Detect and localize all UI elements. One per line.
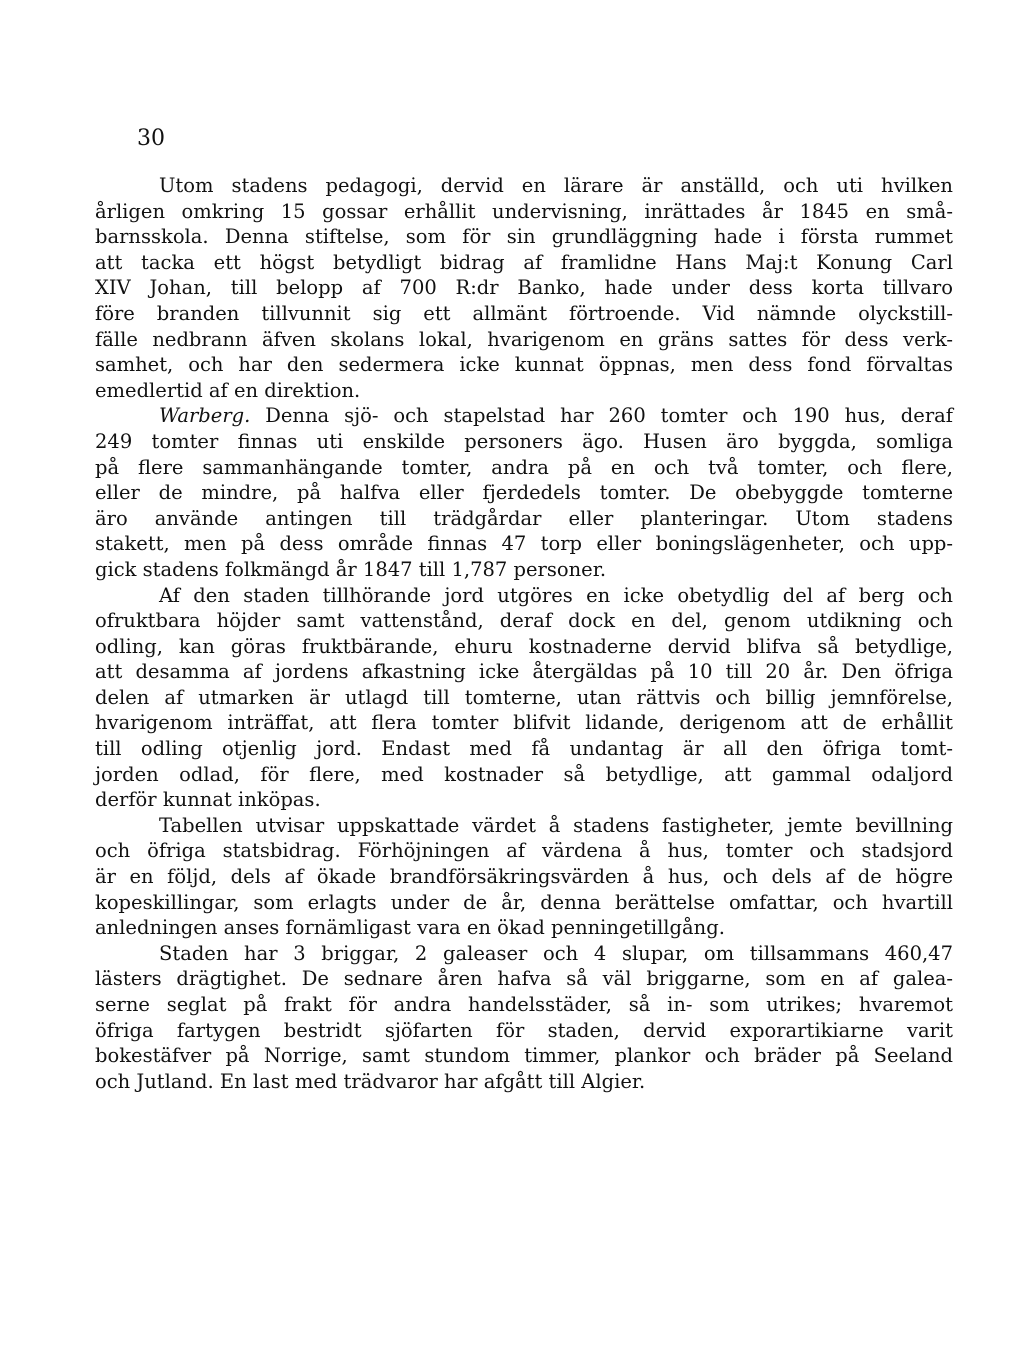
text-line: och öfriga statsbidrag. Förhöjningen af värdena å hus, tomter och stadsjord <box>95 839 953 863</box>
text-line: bokestäfver på Norrige, samt stundom timmer, plankor och bräder på Seeland <box>95 1044 953 1068</box>
text-line: lästers drägtighet. De sednare åren hafva så väl briggarne, som en af galea- <box>95 967 953 991</box>
text-line: och Jutland. En last med trädvaror har afgått till Algier. <box>95 1069 646 1093</box>
text-line: kopeskillingar, som erlagts under de år, denna berättelse omfattar, och hvartill <box>95 890 953 914</box>
paragraph-school <box>95 173 953 403</box>
text-line: att tacka ett högst betydligt bidrag af framlidne Hans Maj:t Konung Carl <box>95 250 953 274</box>
text-line: jorden odlad, för flere, med kostnader så betydlige, att gammal odaljord <box>95 762 953 786</box>
text-line: delen af utmarken är utlagd till tomterne, utan rättvis och billig jemnförelse, <box>95 685 953 709</box>
body-text <box>95 173 953 1094</box>
text-line: äro använde antingen till trädgårdar eller planteringar. Utom stadens <box>95 506 953 530</box>
text-line: på flere sammanhängande tomter, andra på en och två tomter, och flere, <box>95 455 953 479</box>
text-line: barnsskola. Denna stiftelse, som för sin grundläggning hade i första rummet <box>95 225 953 249</box>
text-line: hvarigenom inträffat, att flera tomter blifvit lidande, derigenom att de erhållit <box>95 711 953 735</box>
text-line: eller de mindre, på halfva eller fjerdedels tomter. De obebyggde tomterne <box>95 481 953 505</box>
text-line: derför kunnat inköpas. <box>95 788 321 812</box>
text-line: att desamma af jordens afkastning icke återgäldas på 10 till 20 år. Den öfriga <box>95 660 953 684</box>
text-line: stakett, men på dess område finnas 47 torp eller boningslägenheter, och upp- <box>95 532 953 556</box>
text-line: öfriga fartygen bestridt sjöfarten för staden, dervid exporartikiarne varit <box>95 1018 953 1042</box>
text-line: 249 tomter finnas uti enskilde personers ägo. Husen äro byggda, somliga <box>95 429 953 453</box>
text-line: anledningen anses fornämligast vara en ökad penningetillgång. <box>95 916 725 940</box>
text-line: till odling otjenlig jord. Endast med få undantag är all den öfriga tomt- <box>95 737 953 761</box>
text-line: är en följd, dels af ökade brandförsäkringsvärden å hus, och dels af de högre <box>95 865 953 889</box>
paragraph-shipping <box>95 941 953 1095</box>
text-line: samhet, och har den sedermera icke kunnat öppnas, men dess fond förvaltas <box>95 353 953 377</box>
paragraph-warberg <box>95 403 953 582</box>
text-line: XIV Johan, till belopp af 700 R:dr Banko, hade under dess korta tillvaro <box>95 276 953 300</box>
text-line: årligen omkring 15 gossar erhållit undervisning, inrättades år 1845 en små- <box>95 199 953 223</box>
text-line: fälle nedbrann äfven skolans lokal, hvarigenom en gräns sattes för dess verk- <box>95 327 953 351</box>
text-line: Tabellen utvisar uppskattade värdet å stadens fastigheter, jemte bevillning <box>159 813 953 837</box>
paragraph-land <box>95 583 953 813</box>
text-line: ofruktbara höjder samt vattenstånd, deraf dock en del, genom utdikning och <box>95 609 953 633</box>
text-line: emedlertid af en direktion. <box>95 378 361 402</box>
text-line: serne seglat på frakt för andra handelsstäder, så in- som utrikes; hvaremot <box>95 993 953 1016</box>
place-name: Warberg. <box>159 404 251 428</box>
text-line: Utom stadens pedagogi, dervid en lärare är anställd, och uti hvilken <box>159 174 953 197</box>
page-number: 30 <box>137 126 165 151</box>
text-line: före branden tillvunnit sig ett allmänt förtroende. Vid nämnde olyckstill- <box>95 301 953 325</box>
text-line: Af den staden tillhörande jord utgöres en icke obetydlig del af berg och <box>159 583 953 607</box>
text-line: gick stadens folkmängd år 1847 till 1,787 personer. <box>95 557 607 581</box>
text-line <box>95 403 953 429</box>
text-line-rest: Denna sjö- och stapelstad har 260 tomter och 190 hus, deraf <box>250 404 953 428</box>
paragraph-table <box>95 813 953 941</box>
text-line: odling, kan göras fruktbärande, ehuru kostnaderne dervid blifva så betydlige, <box>95 634 953 658</box>
text-line: Staden har 3 briggar, 2 galeaser och 4 slupar, om tillsammans 460,47 <box>159 941 953 965</box>
